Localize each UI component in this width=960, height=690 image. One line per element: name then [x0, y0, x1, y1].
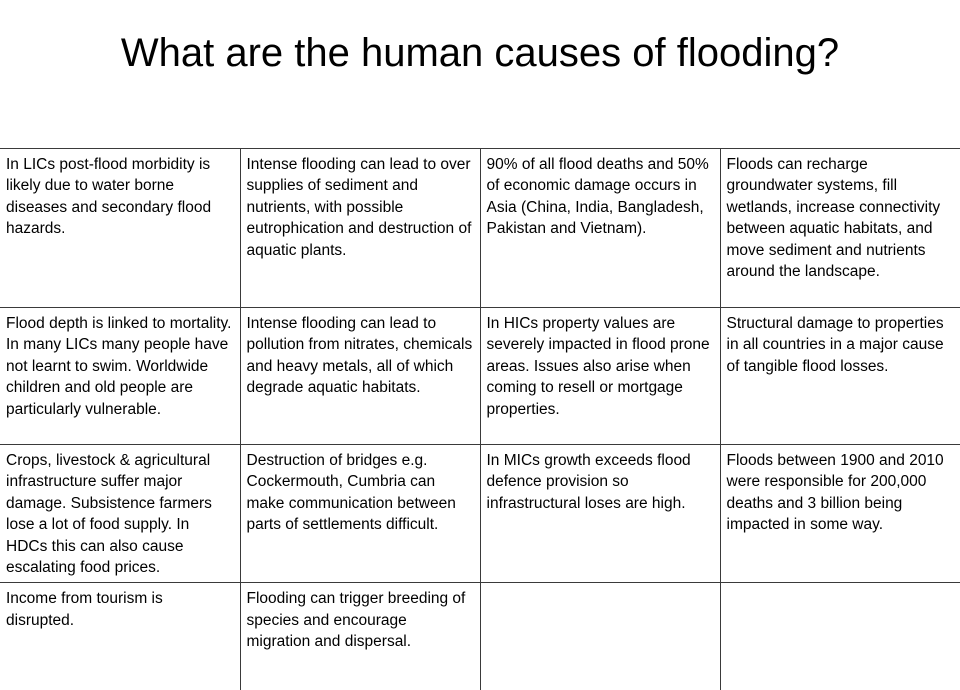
- table-row: [0, 445, 960, 583]
- table-cell: Intense flooding can lead to pollution from nitrates, chemicals and heavy metals, all of which degrade aquatic habitats.: [240, 308, 480, 445]
- table-cell: Flooding can trigger breeding of species and encourage migration and dispersal.: [240, 583, 480, 690]
- table-cell: In LICs post-flood morbidity is likely due to water borne diseases and secondary flood hazards.: [0, 149, 240, 308]
- table-cell: Flood depth is linked to mortality. In many LICs many people have not learnt to swim. Worldwide children and old people are particularly vulnerable.: [0, 308, 240, 445]
- table-cell: Floods between 1900 and 2010 were responsible for 200,000 deaths and 3 billion being impacted in some way.: [720, 445, 960, 583]
- table-cell: Income from tourism is disrupted.: [0, 583, 240, 690]
- table-cell: Intense flooding can lead to over supplies of sediment and nutrients, with possible eutrophication and destruction of aquatic plants.: [240, 149, 480, 308]
- table-cell: Destruction of bridges e.g. Cockermouth, Cumbria can make communication between parts of settlements difficult.: [240, 445, 480, 583]
- table-cell: In HICs property values are severely impacted in flood prone areas. Issues also arise when coming to resell or mortgage properties.: [480, 308, 720, 445]
- table-cell-empty: [480, 583, 720, 690]
- table-cell: Structural damage to properties in all countries in a major cause of tangible flood losses.: [720, 308, 960, 445]
- table-row: [0, 308, 960, 445]
- table-cell: 90% of all flood deaths and 50% of economic damage occurs in Asia (China, India, Bangladesh, Pakistan and Vietnam).: [480, 149, 720, 308]
- table-cell: Crops, livestock & agricultural infrastructure suffer major damage. Subsistence farmers lose a lot of food supply. In HDCs this can also cause escalating food prices.: [0, 445, 240, 583]
- flooding-facts-table: [0, 148, 960, 690]
- table-cell: Floods can recharge groundwater systems, fill wetlands, increase connectivity between aquatic habitats, and move sediment and nutrients around the landscape.: [720, 149, 960, 308]
- table-row: [0, 583, 960, 690]
- slide-title: What are the human causes of flooding?: [120, 31, 840, 75]
- table-cell-empty: [720, 583, 960, 690]
- table-cell: In MICs growth exceeds flood defence provision so infrastructural loses are high.: [480, 445, 720, 583]
- table-row: [0, 149, 960, 308]
